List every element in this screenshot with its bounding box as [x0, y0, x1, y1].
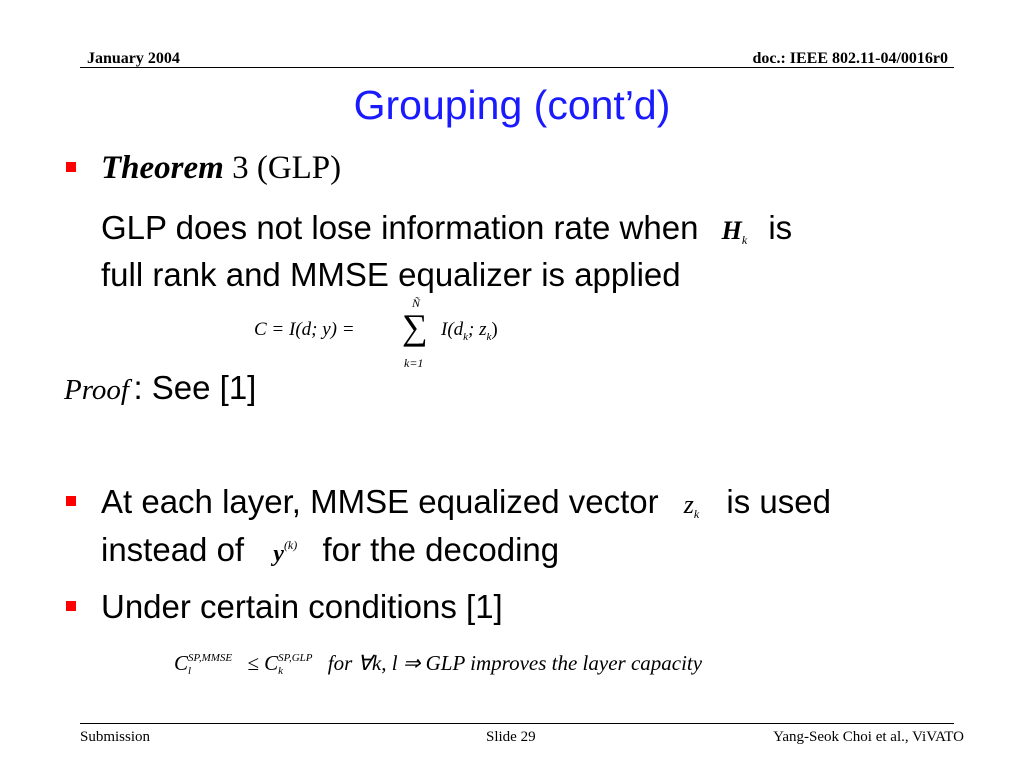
capacity-equation — [254, 318, 355, 342]
sum-lower-limit: k=1 — [404, 356, 424, 370]
bullet-marker — [66, 496, 76, 506]
theorem-statement-text: GLP does not lose information rate when — [101, 209, 699, 246]
bullet-marker — [66, 601, 76, 611]
header-date: January 2004 — [87, 50, 180, 67]
theorem-statement-line2: full rank and MMSE equalizer is applied — [101, 256, 681, 293]
bullet2-text: At each layer, MMSE equalized vector — [101, 483, 659, 520]
equation-rhs: $I(d_k$; $z_k$) — [441, 319, 498, 343]
proof-line — [64, 368, 256, 410]
slide-title: Grouping (cont’d) — [353, 82, 671, 128]
footer-submission: Submission — [80, 729, 151, 745]
footer-rule — [80, 723, 954, 724]
symbol-z: zk — [683, 490, 700, 521]
footer-author: Yang-Seok Choi et al., ViVATO — [773, 729, 964, 745]
bullet2-instead-of: instead of — [101, 531, 245, 568]
condition-text: for ∀k, l ⇒ GLP improves the layer capacity — [327, 651, 703, 675]
bullet2-line2 — [101, 530, 559, 577]
equation-lhs: C = I(d; y) = — [254, 319, 355, 340]
symbol-H: Hk — [721, 216, 748, 247]
bullet-marker — [66, 162, 76, 172]
bullet2-line1 — [101, 482, 831, 529]
theorem-heading — [101, 148, 341, 188]
bullet2-is-used: is used — [726, 483, 831, 520]
theorem-statement-is: is — [768, 209, 793, 246]
theorem-label: Theorem — [101, 150, 224, 186]
footer-slide-number: Slide 29 — [486, 729, 536, 745]
theorem-statement-line1 — [101, 208, 792, 255]
condition-equation: C SP,MMSE l ≤ C SP,GLP k for ∀k, l ⇒ GLP improves the layer capacity — [174, 651, 703, 678]
header-rule — [80, 67, 954, 68]
proof-text: : See [1] — [133, 369, 257, 406]
header-doc-id: doc.: IEEE 802.11-04/0016r0 — [752, 50, 948, 67]
bullet2-for-decoding: for the decoding — [322, 531, 560, 568]
sum-symbol: ∑ — [402, 307, 428, 347]
proof-label: Proof — [64, 374, 129, 406]
theorem-id: 3 (GLP) — [232, 150, 342, 186]
bullet3-text: Under certain conditions [1] — [101, 588, 503, 625]
sum-upper-limit: Ñ — [412, 296, 421, 310]
symbol-y: $y^{(k)}$ — [273, 538, 298, 567]
